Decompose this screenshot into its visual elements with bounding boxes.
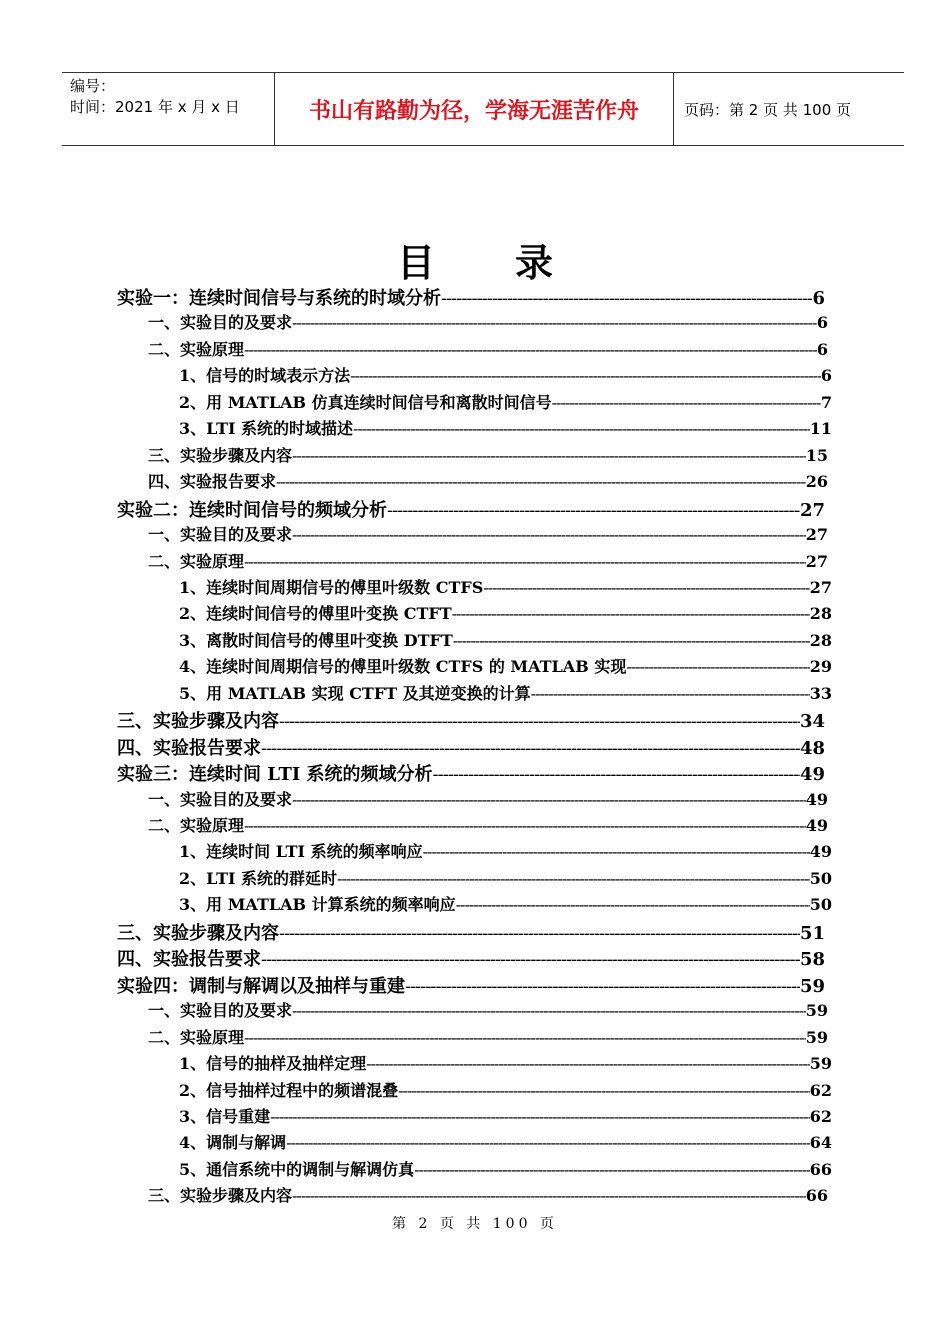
toc-leader [292, 1001, 806, 1020]
toc-leader [387, 500, 800, 521]
toc-entry[interactable] [117, 734, 825, 760]
page-footer: 第 2 页 共 100 页 [392, 1216, 558, 1232]
toc-entry[interactable] [179, 839, 832, 865]
toc-entry-page: 27 [799, 499, 825, 521]
toc-entry-title: 四、实验报告要求 [117, 949, 261, 971]
toc-entry[interactable] [179, 390, 832, 416]
toc-leader [353, 419, 810, 438]
toc-leader [414, 1160, 810, 1179]
toc-entry[interactable] [179, 681, 832, 707]
toc-entry-page: 6 [812, 288, 825, 309]
toc-entry-title: 一、实验目的及要求 [148, 1001, 293, 1021]
page-title: 目录 [396, 240, 633, 285]
toc-entry-page: 66 [809, 1159, 832, 1179]
toc-leader [433, 764, 800, 785]
toc-leader [270, 1107, 810, 1126]
toc-entry-title: 3、LTI 系统的时域描述 [179, 419, 354, 439]
toc-leader [261, 738, 800, 759]
toc-entry[interactable] [117, 760, 825, 786]
toc-entry-title: 一、实验目的及要求 [148, 313, 293, 333]
toc-entry-page: 48 [799, 737, 825, 759]
toc-entry[interactable] [148, 787, 828, 813]
toc-entry-page: 6 [816, 339, 828, 359]
toc-entry-title: 2、LTI 系统的群延时 [179, 868, 338, 888]
time-label: 时间：2021 年 x 月 x 日 [70, 98, 240, 116]
toc-entry[interactable] [148, 522, 828, 548]
toc-entry-page: 33 [809, 683, 832, 703]
number-label: 编号： [70, 77, 116, 95]
toc-leader [261, 949, 800, 970]
toc-entry-page: 66 [805, 1186, 828, 1206]
toc-entry-page: 7 [820, 392, 832, 412]
toc-entry-title: 三、实验步骤及内容 [148, 445, 293, 465]
toc-leader [423, 842, 810, 861]
toc-entry[interactable] [179, 866, 832, 892]
toc-leader [292, 525, 806, 544]
toc-entry-page: 29 [809, 657, 832, 677]
toc-entry-page: 28 [809, 630, 832, 650]
toc-entry-title: 5、用 MATLAB 实现 CTFT 及其逆变换的计算 [179, 683, 531, 703]
toc-entry-page: 27 [809, 577, 832, 597]
toc-leader [453, 631, 810, 650]
toc-entry-title: 二、实验原理 [148, 816, 245, 835]
toc-leader [626, 657, 809, 676]
toc-entry-title: 1、信号的时域表示方法 [179, 366, 351, 386]
toc-entry[interactable] [117, 972, 825, 998]
toc-entry-title: 二、实验原理 [148, 339, 245, 359]
toc-entry[interactable] [117, 284, 825, 310]
toc-entry[interactable] [179, 363, 832, 389]
toc-leader [398, 1081, 810, 1100]
toc-leader [279, 923, 800, 944]
toc-entry-title: 4、连续时间周期信号的傅里叶级数 CTFS 的 MATLAB 实现 [179, 657, 627, 677]
toc-entry[interactable] [117, 919, 825, 945]
toc-entry[interactable] [179, 654, 832, 680]
toc-entry[interactable] [148, 1025, 828, 1051]
toc-leader [244, 340, 817, 359]
toc-entry-page: 6 [816, 313, 828, 333]
toc-entry-title: 三、实验步骤及内容 [148, 1186, 293, 1206]
toc-entry[interactable] [148, 549, 828, 575]
toc-leader [244, 552, 806, 571]
toc-entry-page: 11 [809, 419, 832, 439]
toc-entry-title: 实验一：连续时间信号与系统的时域分析 [117, 288, 441, 309]
toc-entry-page: 62 [809, 1080, 832, 1100]
toc-entry-title: 3、信号重建 [179, 1106, 271, 1126]
toc-entry-page: 64 [809, 1133, 832, 1153]
toc-entry-title: 2、用 MATLAB 仿真连续时间信号和离散时间信号 [179, 392, 552, 412]
toc-entry-page: 27 [805, 525, 828, 545]
toc-entry[interactable] [148, 469, 828, 495]
toc-entry-page: 59 [805, 1001, 828, 1021]
toc-leader [483, 578, 809, 597]
toc-entry[interactable] [117, 496, 825, 522]
toc-entry-page: 59 [809, 1054, 832, 1074]
toc-entry-page: 59 [799, 975, 825, 997]
header-meta [62, 73, 275, 145]
toc-entry-page: 49 [805, 816, 828, 835]
toc-entry[interactable] [179, 1130, 832, 1156]
toc-leader [350, 366, 821, 385]
toc-entry-title: 三、实验步骤及内容 [117, 922, 279, 944]
toc-entry-title: 1、连续时间 LTI 系统的频率响应 [179, 842, 423, 862]
toc-entry-title: 1、信号的抽样及抽样定理 [179, 1054, 367, 1074]
toc-entry-page: 49 [805, 789, 828, 809]
toc-entry-title: 一、实验目的及要求 [148, 789, 293, 809]
toc-entry[interactable] [148, 998, 828, 1024]
toc-entry-title: 实验四：调制与解调以及抽样与重建 [117, 975, 405, 997]
toc-entry-title: 5、通信系统中的调制与解调仿真 [179, 1159, 415, 1179]
toc-entry-page: 34 [799, 711, 825, 733]
toc-entry-title: 一、实验目的及要求 [148, 525, 293, 545]
toc-entry-title: 实验二：连续时间信号的频域分析 [117, 499, 387, 521]
toc-entry[interactable] [148, 1183, 828, 1209]
toc-leader [292, 313, 817, 332]
toc-entry-page: 62 [809, 1106, 832, 1126]
toc-leader [292, 446, 806, 465]
toc-entry-page: 27 [805, 551, 828, 571]
toc-leader [279, 711, 800, 732]
toc-entry-page: 6 [820, 366, 832, 386]
toc-entry-title: 二、实验原理 [148, 551, 245, 571]
toc-entry-page: 26 [805, 472, 828, 492]
toc-leader [244, 816, 806, 835]
toc-leader [405, 976, 800, 997]
toc-entry[interactable] [148, 443, 828, 469]
page-header [62, 72, 904, 146]
header-page-info: 页码：第 2 页 共 100 页 [684, 100, 852, 119]
toc-entry-title: 四、实验报告要求 [117, 737, 261, 759]
toc-entry[interactable] [117, 945, 825, 971]
toc-entry-page: 50 [809, 895, 832, 915]
toc-leader [552, 393, 821, 412]
toc-entry[interactable] [179, 1078, 832, 1104]
toc-entry-page: 49 [809, 842, 832, 862]
toc-leader [531, 684, 810, 703]
toc-entry-title: 3、离散时间信号的傅里叶变换 DTFT [179, 630, 453, 650]
toc-entry-page: 49 [799, 764, 825, 786]
toc-entry[interactable] [117, 707, 825, 733]
toc-entry-page: 28 [809, 604, 832, 624]
toc-entry[interactable] [179, 892, 832, 918]
toc-entry[interactable] [179, 628, 832, 654]
toc-entry[interactable] [179, 575, 832, 601]
toc-entry-page: 50 [809, 868, 832, 888]
toc-entry-title: 2、连续时间信号的傅里叶变换 CTFT [179, 604, 452, 624]
toc-entry[interactable] [179, 1051, 832, 1077]
toc-entry[interactable] [179, 1104, 832, 1130]
toc-leader [441, 288, 812, 309]
toc-leader [286, 1133, 810, 1152]
toc-leader [337, 869, 810, 888]
toc-entry[interactable] [179, 416, 832, 442]
toc-leader [456, 895, 810, 914]
toc-leader [292, 790, 806, 809]
toc-entry-title: 实验三：连续时间 LTI 系统的频域分析 [117, 764, 433, 786]
toc-entry-page: 58 [799, 949, 825, 971]
toc-entry[interactable] [148, 813, 828, 839]
toc-leader [366, 1054, 810, 1073]
toc-entry-title: 二、实验原理 [148, 1027, 245, 1047]
toc-entry[interactable] [179, 601, 832, 627]
toc-leader [292, 1186, 806, 1205]
toc-leader [452, 604, 810, 623]
toc-entry-page: 59 [805, 1027, 828, 1047]
toc-entry[interactable] [148, 337, 828, 363]
toc-entry[interactable] [148, 310, 828, 336]
toc-entry-page: 15 [805, 445, 828, 465]
toc-entry-title: 2、信号抽样过程中的频谱混叠 [179, 1080, 399, 1100]
toc-entry-title: 3、用 MATLAB 计算系统的频率响应 [179, 895, 456, 915]
toc-entry-page: 51 [799, 922, 825, 944]
toc-leader [244, 1028, 806, 1047]
toc-entry-title: 4、调制与解调 [179, 1133, 287, 1153]
toc-leader [276, 472, 806, 491]
toc-entry-title: 四、实验报告要求 [148, 472, 277, 492]
toc-entry-title: 三、实验步骤及内容 [117, 711, 279, 733]
toc-entry-title: 1、连续时间周期信号的傅里叶级数 CTFS [179, 577, 484, 597]
toc-entry[interactable] [179, 1157, 832, 1183]
header-motto: 书山有路勤为径，学海无涯苦作舟 [275, 73, 674, 145]
